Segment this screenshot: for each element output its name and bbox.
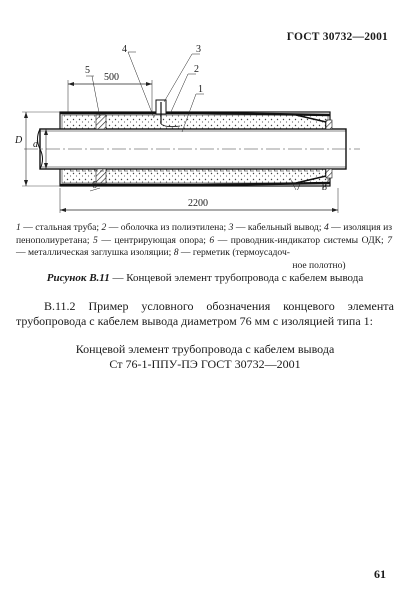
centering-support-top: [96, 115, 106, 129]
figure-caption: [0, 272, 410, 284]
legend-item: 2 — оболочка из полиэтилена;: [101, 222, 229, 233]
legend-item: 1 — стальная труба;: [16, 222, 102, 233]
legend-item: 7 — металлическая заглушка изоляции;: [16, 234, 392, 259]
svg-text:3: 3: [196, 44, 201, 55]
callout-2: [170, 64, 199, 114]
caption-label: Рисунок В.11: [46, 272, 110, 284]
designation-line-1: Концевой элемент трубопровода с кабелем вывода: [75, 342, 335, 356]
svg-text:6: 6: [92, 180, 97, 191]
svg-text:4: 4: [122, 44, 127, 55]
dim-500: [68, 72, 152, 112]
standard-header: ГОСТ 30732—2001: [286, 31, 388, 43]
callout-4: [122, 44, 154, 118]
legend-item: 4 — изоляция из пенополиуретана;: [16, 222, 392, 246]
svg-text:8: 8: [322, 182, 327, 193]
legend-item: 3 — кабельный вывод;: [228, 222, 324, 233]
inner-diameter-label: d: [33, 139, 38, 150]
sealant-top: [326, 120, 332, 129]
sealant-bottom: [326, 169, 332, 178]
legend-item: 6 — проводник-индикатор системы ОДК;: [209, 234, 388, 246]
legend-item: 5 — центрирующая опора;: [93, 234, 210, 246]
figure-legend: [16, 222, 392, 272]
svg-text:1: 1: [198, 84, 203, 95]
designation-example: [0, 342, 410, 372]
designation-line-2: Ст 76-1-ППУ-ПЭ ГОСТ 30732—2001: [109, 357, 301, 371]
svg-text:2: 2: [194, 64, 199, 75]
legend-item: 8 — герметик (термоусадоч-: [173, 247, 291, 259]
legend-tail: ное полотно): [292, 259, 346, 271]
caption-text: — Концевой элемент трубопровода с кабелем вывода: [109, 272, 364, 284]
dim-500-label: 500: [104, 72, 119, 83]
technical-drawing: [0, 40, 410, 225]
dim-2200-label: 2200: [188, 198, 208, 209]
page-number: 61: [374, 567, 386, 581]
callout-5: [85, 65, 100, 118]
svg-text:5: 5: [85, 65, 90, 76]
outer-diameter-label: D: [15, 135, 23, 146]
section-paragraph: В.11.2 Пример условного обозначения концевого элемента трубопровода с кабелем вывода диаметром 76 мм с изоляцией типа 1:: [16, 299, 394, 328]
svg-text:7: 7: [296, 182, 301, 193]
